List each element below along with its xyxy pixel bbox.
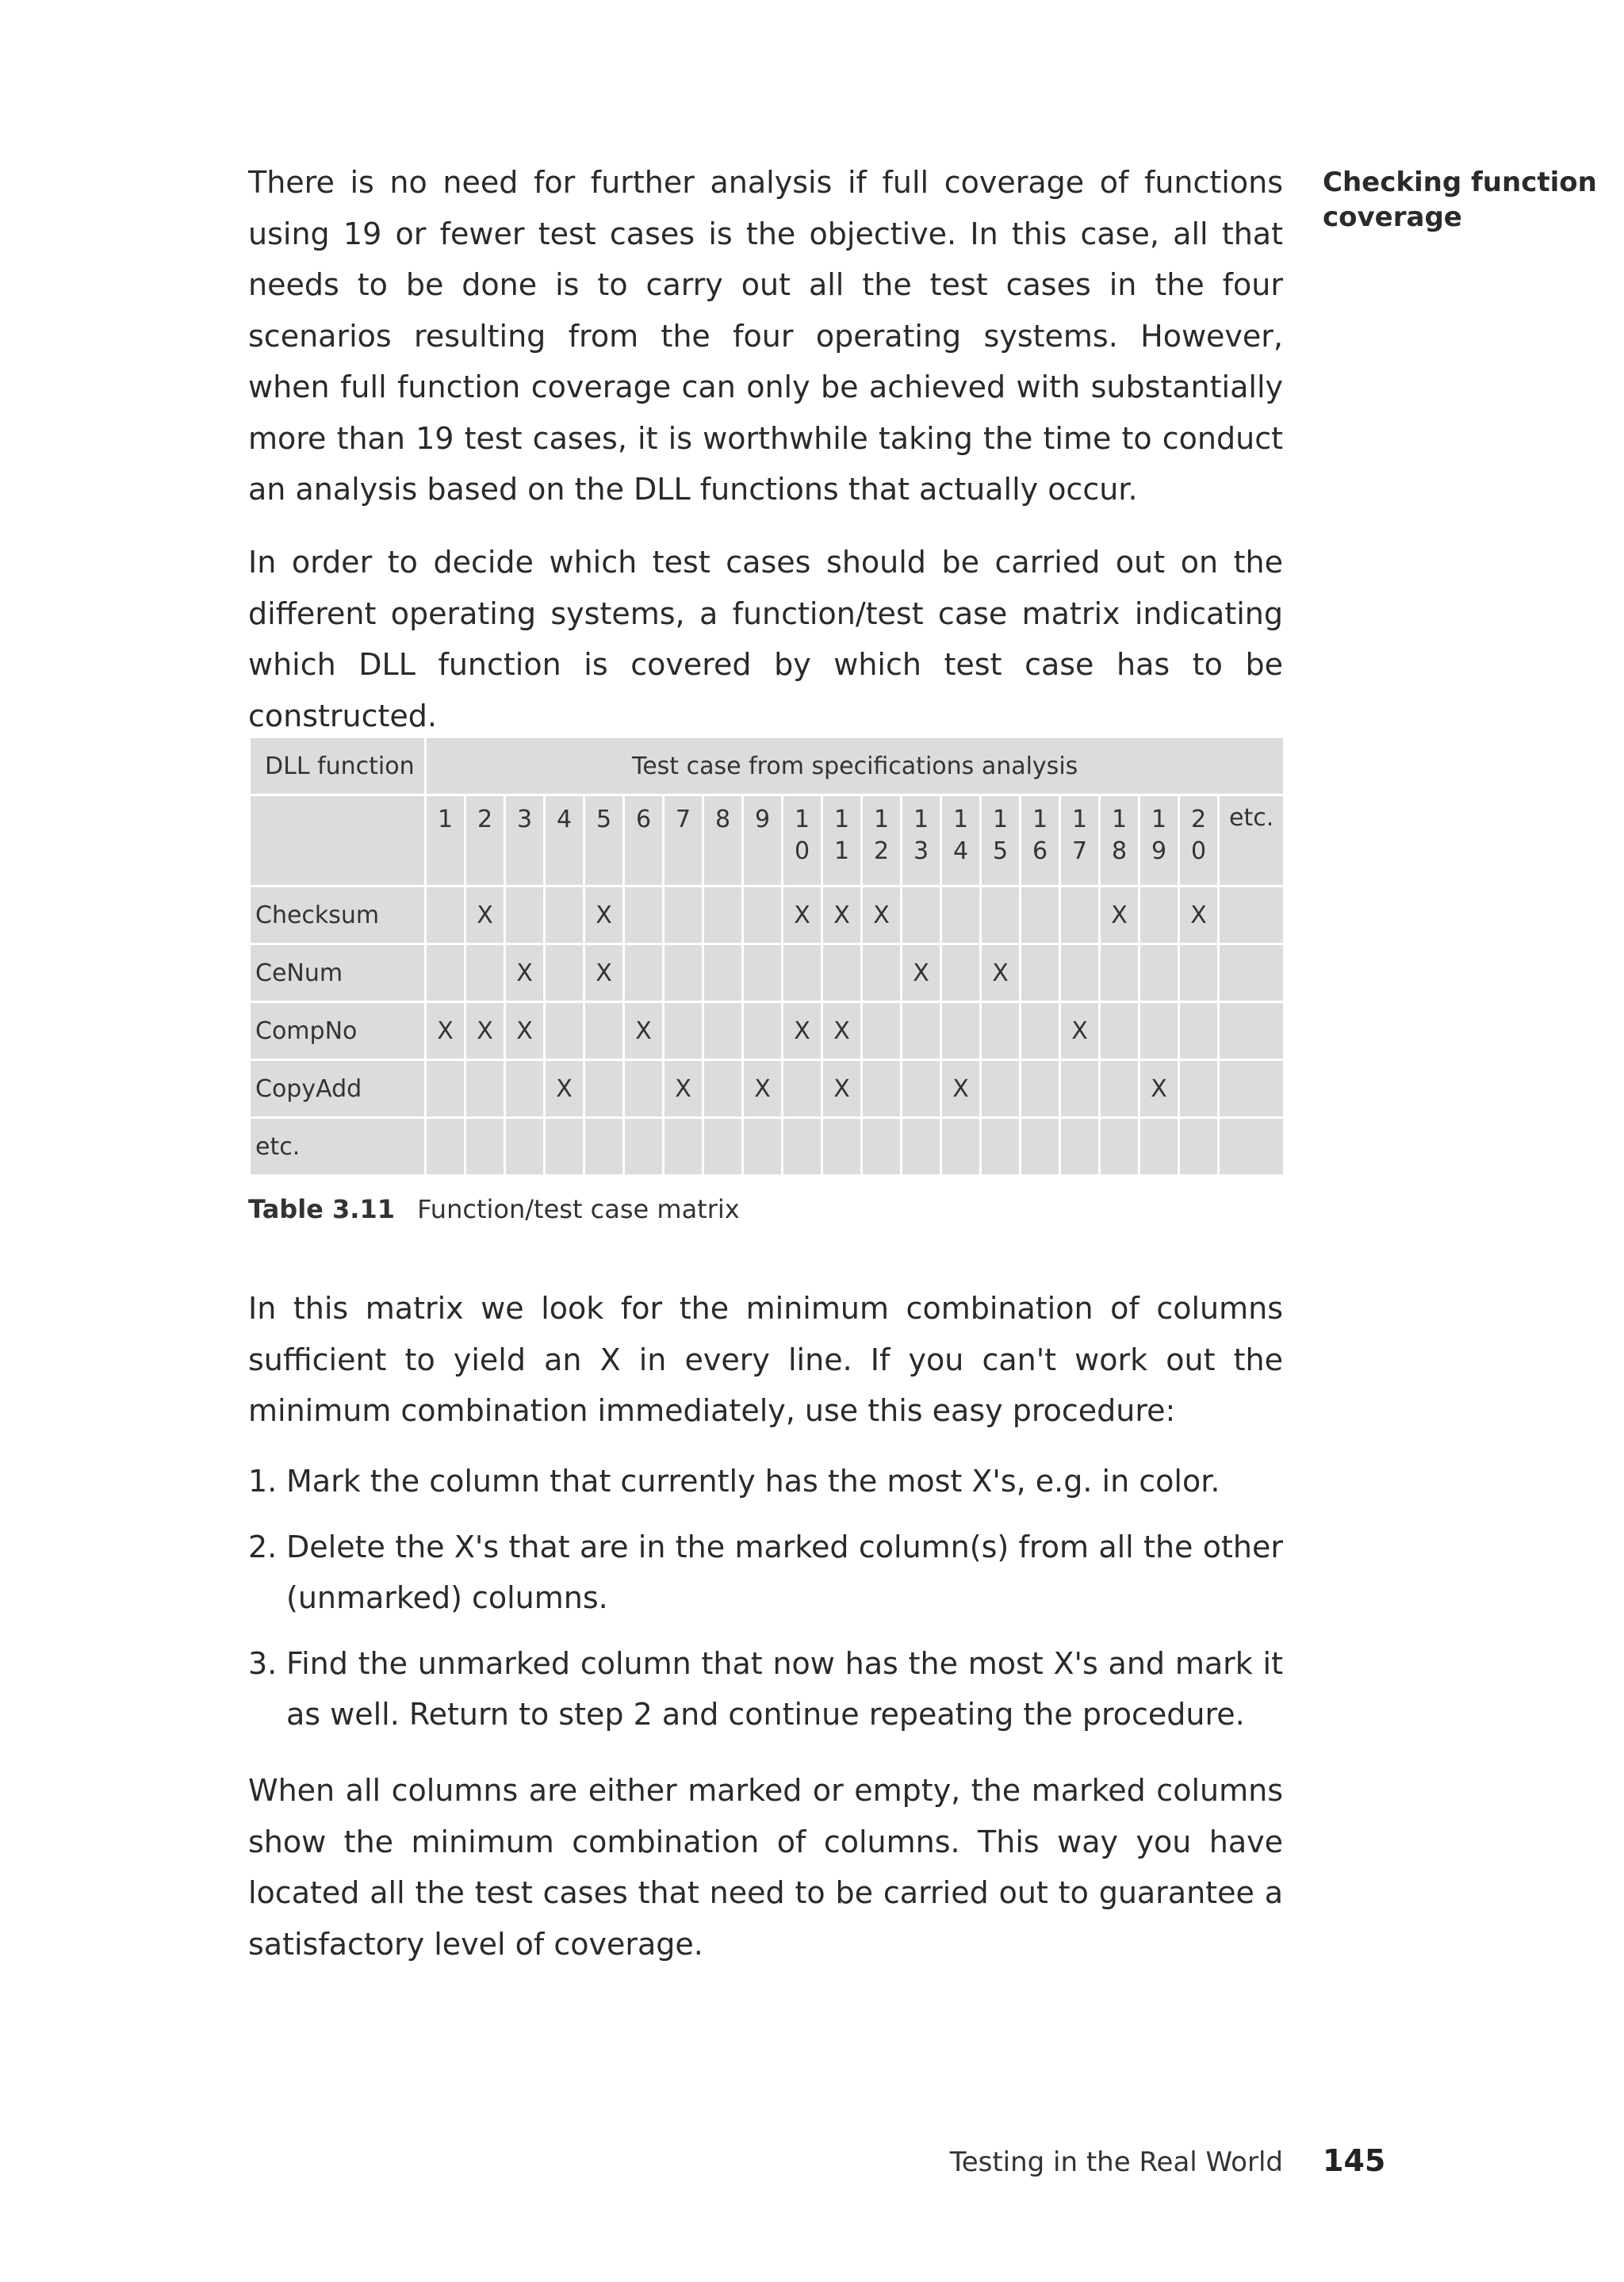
test-case-number-digit: 1 bbox=[833, 837, 850, 865]
matrix-cell: X bbox=[783, 886, 822, 944]
matrix-cell: X bbox=[822, 1060, 862, 1118]
matrix-cell bbox=[981, 1002, 1021, 1060]
matrix-cell bbox=[783, 1118, 822, 1176]
matrix-cell: X bbox=[822, 886, 862, 944]
header-test-case: Test case from specifications analysis bbox=[426, 737, 1285, 795]
matrix-cell bbox=[1179, 1002, 1219, 1060]
margin-note-line-1: Checking function bbox=[1323, 167, 1597, 198]
test-case-number-digit: 3 bbox=[516, 806, 533, 833]
matrix-cell bbox=[465, 1118, 505, 1176]
procedure-step bbox=[248, 1638, 1283, 1740]
matrix-cell bbox=[981, 1118, 1021, 1176]
test-case-number-digit: 8 bbox=[714, 806, 731, 833]
test-case-number-digit: 9 bbox=[1151, 837, 1167, 865]
matrix-cell bbox=[902, 1002, 941, 1060]
matrix-cell bbox=[941, 1118, 981, 1176]
matrix-cell bbox=[584, 1060, 624, 1118]
test-case-number-digit: 3 bbox=[913, 837, 929, 865]
matrix-cell bbox=[743, 1118, 783, 1176]
test-case-number-digit: 5 bbox=[596, 806, 612, 833]
matrix-cell: X bbox=[941, 1060, 981, 1118]
matrix-cell: X bbox=[1060, 1002, 1100, 1060]
matrix-cell bbox=[545, 1118, 584, 1176]
test-case-number bbox=[743, 795, 783, 886]
test-case-number-row bbox=[250, 795, 1285, 886]
test-case-number-digit: 1 bbox=[833, 806, 850, 833]
matrix-cell: X bbox=[902, 944, 941, 1002]
test-case-number-digit: 1 bbox=[873, 806, 890, 833]
table-row bbox=[250, 1118, 1285, 1176]
test-case-number-digit: 4 bbox=[952, 837, 969, 865]
paragraph-conclusion: When all columns are either marked or empty, the marked columns show the minimum combination of columns. This way you have located all the test cases that need to be carried out to guarantee a satisfactory level of coverage. bbox=[248, 1773, 1283, 1962]
table-row bbox=[250, 1002, 1285, 1060]
procedure-step bbox=[248, 1522, 1283, 1624]
matrix-cell bbox=[1219, 1118, 1285, 1176]
test-case-number-digit: 1 bbox=[1071, 806, 1088, 833]
test-case-number-digit: 6 bbox=[635, 806, 652, 833]
matrix-cell bbox=[1139, 1118, 1179, 1176]
test-case-number-digit: 2 bbox=[1190, 806, 1207, 833]
test-case-number-digit: 1 bbox=[437, 806, 454, 833]
test-case-number-digit: 6 bbox=[1032, 837, 1048, 865]
matrix-cell bbox=[703, 1002, 743, 1060]
test-case-number bbox=[1060, 795, 1100, 886]
matrix-cell bbox=[902, 1060, 941, 1118]
test-case-number-digit: 1 bbox=[992, 806, 1009, 833]
matrix-cell bbox=[624, 1060, 664, 1118]
matrix-cell bbox=[505, 886, 545, 944]
test-case-number bbox=[465, 795, 505, 886]
matrix-cell bbox=[1021, 944, 1060, 1002]
test-case-number-digit: 5 bbox=[992, 837, 1009, 865]
matrix-cell bbox=[426, 1118, 465, 1176]
matrix-cell bbox=[1021, 1118, 1060, 1176]
step-number: 2. bbox=[248, 1529, 278, 1564]
header-dll-function: DLL function bbox=[250, 737, 426, 795]
matrix-cell bbox=[862, 1002, 902, 1060]
paragraph-coverage-intro: There is no need for further analysis if full coverage of functions using 19 or fewer test cases is the objective. In this case, all that needs to be done is to carry out all the test cases in the four scenarios resulting from the four operating systems. However, when full function coverage can only be achieved with substantially more than 19 test cases, it is worthwhile taking the time to conduct an analysis based on the DLL functions that actually occur. bbox=[248, 165, 1283, 507]
matrix-cell: X bbox=[465, 1002, 505, 1060]
matrix-cell bbox=[1100, 1060, 1139, 1118]
dll-function-name: Checksum bbox=[250, 886, 426, 944]
test-case-number-digit: 1 bbox=[794, 806, 810, 833]
matrix-cell bbox=[505, 1118, 545, 1176]
matrix-cell bbox=[545, 944, 584, 1002]
test-case-number bbox=[1100, 795, 1139, 886]
matrix-cell bbox=[1100, 1002, 1139, 1060]
matrix-cell bbox=[941, 886, 981, 944]
matrix-cell: X bbox=[981, 944, 1021, 1002]
dll-function-name: CopyAdd bbox=[250, 1060, 426, 1118]
matrix-cell bbox=[465, 944, 505, 1002]
matrix-cell: X bbox=[505, 944, 545, 1002]
step-text: Find the unmarked column that now has the most X's and mark it as well. Return to step 2 and continue repeating the procedure. bbox=[286, 1645, 1283, 1732]
matrix-cell bbox=[584, 1002, 624, 1060]
matrix-cell bbox=[1139, 944, 1179, 1002]
test-case-number bbox=[584, 795, 624, 886]
matrix-cell bbox=[1219, 1002, 1285, 1060]
test-case-number-digit: 0 bbox=[794, 837, 810, 865]
test-case-number-digit: 1 bbox=[952, 806, 969, 833]
matrix-cell bbox=[1179, 1118, 1219, 1176]
matrix-cell: X bbox=[426, 1002, 465, 1060]
test-case-number-digit: 8 bbox=[1111, 837, 1128, 865]
matrix-cell bbox=[1219, 1060, 1285, 1118]
matrix-cell bbox=[1021, 886, 1060, 944]
running-footer-title: Testing in the Real World bbox=[949, 2146, 1283, 2178]
step-number: 1. bbox=[248, 1464, 278, 1499]
matrix-cell bbox=[664, 1002, 703, 1060]
matrix-cell bbox=[505, 1060, 545, 1118]
matrix-cell bbox=[624, 1118, 664, 1176]
matrix-cell bbox=[981, 1060, 1021, 1118]
margin-note bbox=[1323, 165, 1608, 235]
header-blank-cell bbox=[250, 795, 426, 886]
matrix-cell bbox=[1179, 1060, 1219, 1118]
margin-note-line-2: coverage bbox=[1323, 201, 1462, 233]
test-case-number bbox=[1139, 795, 1179, 886]
matrix-cell: X bbox=[1179, 886, 1219, 944]
matrix-cell bbox=[743, 886, 783, 944]
paragraph-procedure-intro: In this matrix we look for the minimum combination of columns sufficient to yield an X in every line. If you can't work out the minimum combination immediately, use this easy procedure: bbox=[248, 1291, 1283, 1428]
test-case-number bbox=[703, 795, 743, 886]
matrix-cell: X bbox=[783, 1002, 822, 1060]
matrix-cell: X bbox=[1139, 1060, 1179, 1118]
matrix-cell bbox=[426, 944, 465, 1002]
step-number: 3. bbox=[248, 1645, 278, 1681]
matrix-cell bbox=[822, 944, 862, 1002]
matrix-cell bbox=[584, 1118, 624, 1176]
matrix-cell bbox=[1060, 1060, 1100, 1118]
test-case-number-digit: 1 bbox=[1151, 806, 1167, 833]
test-case-number bbox=[545, 795, 584, 886]
dll-function-name: CeNum bbox=[250, 944, 426, 1002]
test-case-number-digit: 1 bbox=[1111, 806, 1128, 833]
matrix-cell bbox=[783, 1060, 822, 1118]
test-case-number-digit: 4 bbox=[556, 806, 573, 833]
matrix-cell bbox=[664, 944, 703, 1002]
matrix-cell bbox=[862, 1118, 902, 1176]
matrix-cell bbox=[862, 1060, 902, 1118]
test-case-number bbox=[426, 795, 465, 886]
matrix-cell bbox=[1021, 1060, 1060, 1118]
test-case-number bbox=[981, 795, 1021, 886]
test-case-number bbox=[941, 795, 981, 886]
matrix-cell bbox=[426, 1060, 465, 1118]
matrix-cell bbox=[664, 1118, 703, 1176]
matrix-cell bbox=[1139, 886, 1179, 944]
matrix-cell bbox=[1179, 944, 1219, 1002]
matrix-cell bbox=[902, 886, 941, 944]
matrix-cell bbox=[981, 886, 1021, 944]
table-row bbox=[250, 886, 1285, 944]
matrix-cell bbox=[822, 1118, 862, 1176]
matrix-cell bbox=[1060, 1118, 1100, 1176]
matrix-cell bbox=[664, 886, 703, 944]
test-case-number bbox=[664, 795, 703, 886]
matrix-cell bbox=[1100, 944, 1139, 1002]
matrix-cell bbox=[941, 944, 981, 1002]
matrix-cell bbox=[1100, 1118, 1139, 1176]
matrix-cell bbox=[1060, 886, 1100, 944]
table-caption-label: Table 3.11 bbox=[248, 1194, 395, 1224]
matrix-cell bbox=[1060, 944, 1100, 1002]
matrix-cell: X bbox=[1100, 886, 1139, 944]
matrix-cell bbox=[426, 886, 465, 944]
matrix-cell: X bbox=[545, 1060, 584, 1118]
matrix-cell: X bbox=[584, 886, 624, 944]
matrix-cell bbox=[545, 886, 584, 944]
test-case-number bbox=[822, 795, 862, 886]
test-case-number bbox=[505, 795, 545, 886]
dll-function-name: CompNo bbox=[250, 1002, 426, 1060]
matrix-cell bbox=[465, 1060, 505, 1118]
matrix-cell bbox=[902, 1118, 941, 1176]
matrix-cell bbox=[624, 886, 664, 944]
test-case-number bbox=[1021, 795, 1060, 886]
matrix-cell bbox=[703, 944, 743, 1002]
matrix-cell bbox=[703, 1118, 743, 1176]
procedure-steps bbox=[248, 1456, 1283, 1755]
matrix-cell bbox=[1219, 944, 1285, 1002]
matrix-cell: X bbox=[743, 1060, 783, 1118]
matrix-cell: X bbox=[584, 944, 624, 1002]
test-case-number-digit: 2 bbox=[477, 806, 493, 833]
matrix-cell bbox=[703, 1060, 743, 1118]
table-caption bbox=[248, 1194, 740, 1224]
table-caption-text: Function/test case matrix bbox=[417, 1194, 740, 1224]
test-case-number-digit: 0 bbox=[1190, 837, 1207, 865]
step-text: Mark the column that currently has the most X's, e.g. in color. bbox=[286, 1464, 1220, 1499]
test-case-number-digit: 1 bbox=[913, 806, 929, 833]
test-case-number-digit: 2 bbox=[873, 837, 890, 865]
test-case-number-digit: 9 bbox=[754, 806, 771, 833]
matrix-cell: X bbox=[822, 1002, 862, 1060]
matrix-cell: X bbox=[505, 1002, 545, 1060]
paragraph-matrix-intro: In order to decide which test cases should be carried out on the different operating systems, a function/test case matrix indicating which DLL function is covered by which test case has to be constructed. bbox=[248, 545, 1283, 733]
test-case-number bbox=[783, 795, 822, 886]
matrix-cell bbox=[743, 1002, 783, 1060]
matrix-cell: X bbox=[664, 1060, 703, 1118]
procedure-step bbox=[248, 1456, 1283, 1507]
step-text: Delete the X's that are in the marked column(s) from all the other (unmarked) columns. bbox=[286, 1529, 1283, 1615]
dll-function-name: etc. bbox=[250, 1118, 426, 1176]
matrix-cell bbox=[743, 944, 783, 1002]
table-row bbox=[250, 944, 1285, 1002]
function-test-case-matrix bbox=[248, 736, 1285, 1177]
matrix-cell bbox=[1021, 1002, 1060, 1060]
matrix-cell: X bbox=[465, 886, 505, 944]
test-case-number-digit: 7 bbox=[1071, 837, 1088, 865]
test-case-number bbox=[624, 795, 664, 886]
test-case-number-digit: 1 bbox=[1032, 806, 1048, 833]
test-case-number-digit: 7 bbox=[675, 806, 691, 833]
matrix-cell bbox=[783, 944, 822, 1002]
matrix-cell bbox=[941, 1002, 981, 1060]
matrix-cell bbox=[703, 886, 743, 944]
test-case-etc-header: etc. bbox=[1219, 795, 1285, 886]
matrix-cell bbox=[545, 1002, 584, 1060]
matrix-cell bbox=[1139, 1002, 1179, 1060]
matrix-cell bbox=[1219, 886, 1285, 944]
matrix-cell bbox=[624, 944, 664, 1002]
matrix-cell: X bbox=[624, 1002, 664, 1060]
page-number: 145 bbox=[1323, 2143, 1386, 2178]
test-case-number bbox=[862, 795, 902, 886]
test-case-number bbox=[1179, 795, 1219, 886]
matrix-cell: X bbox=[862, 886, 902, 944]
table-row bbox=[250, 1060, 1285, 1118]
matrix-cell bbox=[862, 944, 902, 1002]
test-case-number bbox=[902, 795, 941, 886]
